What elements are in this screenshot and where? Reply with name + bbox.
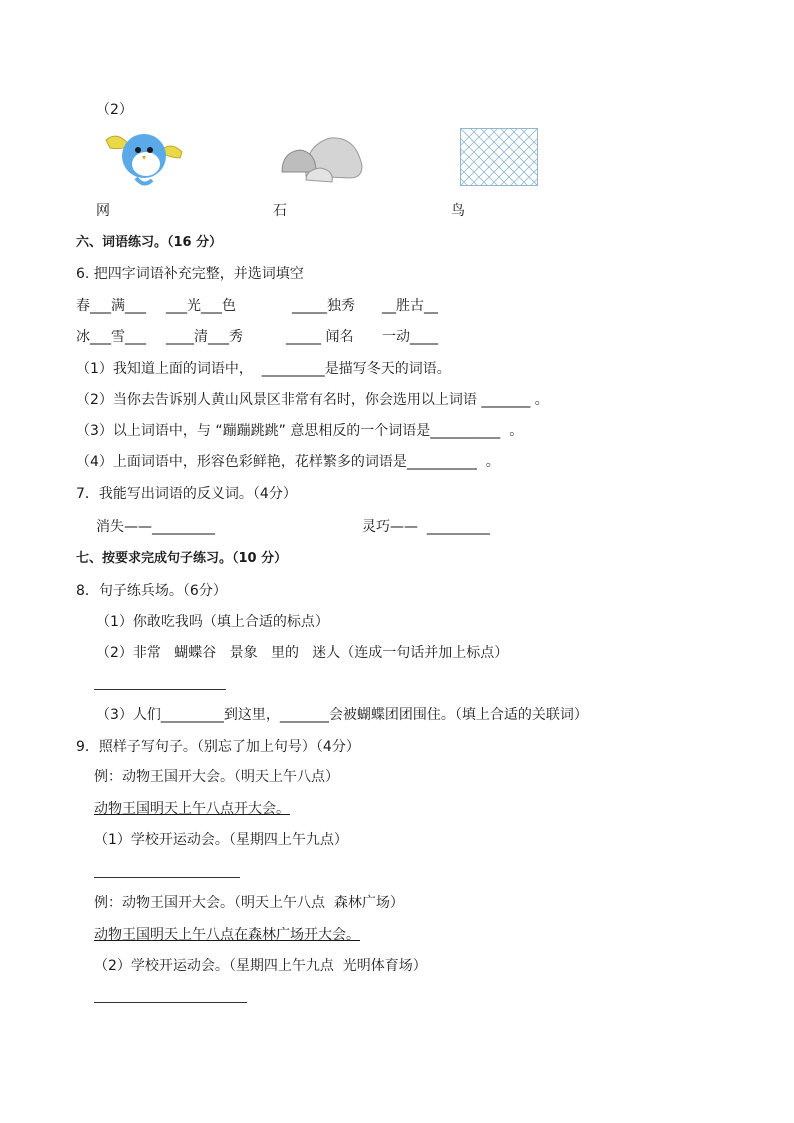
- question-8-sub-3: （3）人们_________到这里，_______会被蝴蝶团团围住。（填上合适的关联词）: [96, 707, 588, 723]
- question-9-sub-2: （2）学校开运动会。（星期四上午九点 光明体育场）: [94, 958, 427, 974]
- example-2-answer: 动物王国明天上午八点在森林广场开大会。: [94, 927, 360, 943]
- char-shi: 石: [273, 203, 287, 219]
- question-9-prompt: 9．照样子写句子。（别忘了加上句号）（4分）: [76, 739, 360, 755]
- question-7-prompt: 7．我能写出词语的反义词。（4分）: [76, 486, 297, 502]
- question-8-prompt: 8．句子练兵场。（6分）: [76, 583, 227, 599]
- answer-line-9-1[interactable]: [94, 877, 240, 878]
- question-9-sub-1: （1）学校开运动会。（星期四上午九点）: [94, 832, 348, 848]
- antonym-left: 消失——_________: [96, 519, 215, 535]
- idiom-1-1: 春___满___: [76, 298, 146, 314]
- example-2: 例：动物王国开大会。（明天上午八点 森林广场）: [94, 895, 404, 911]
- idiom-1-3: _____独秀: [292, 298, 355, 314]
- answer-line-8-2[interactable]: [94, 689, 226, 690]
- example-1-answer: 动物王国明天上午八点开大会。: [94, 801, 290, 817]
- char-niao: 鸟: [451, 203, 465, 219]
- char-wang: 网: [96, 203, 110, 219]
- idiom-2-2: ____清___秀: [166, 329, 243, 345]
- example-1: 例：动物王国开大会。（明天上午八点）: [94, 769, 339, 785]
- idiom-1-2: ___光___色: [166, 298, 236, 314]
- question-6-sub-1: （1）我知道上面的词语中， _________是描写冬天的词语。: [76, 361, 451, 377]
- rock-icon: [280, 132, 364, 184]
- idiom-2-1: 冰___雪___: [76, 329, 146, 345]
- question-2-label: （2）: [96, 102, 133, 118]
- question-6-prompt: 6. 把四字词语补充完整，并选词填空: [76, 266, 304, 282]
- question-6-sub-4: （4）上面词语中，形容色彩鲜艳，花样繁多的词语是__________ 。: [76, 454, 500, 470]
- question-8-sub-1: （1）你敢吃我吗（填上合适的标点）: [96, 614, 329, 630]
- answer-line-9-2[interactable]: [94, 1002, 247, 1003]
- section-7-title: 七、按要求完成句子练习。（10 分）: [76, 551, 288, 566]
- antonym-right: 灵巧—— _________: [362, 519, 490, 535]
- net-icon: [460, 128, 538, 186]
- bird-icon: [100, 126, 188, 188]
- idiom-1-4: __胜古__: [382, 298, 438, 314]
- question-8-sub-2: （2）非常 蝴蝶谷 景象 里的 迷人（连成一句话并加上标点）: [96, 645, 509, 661]
- question-6-sub-2: （2）当你去告诉别人黄山风景区非常有名时，你会选用以上词语 _______ 。: [76, 392, 549, 408]
- section-6-title: 六、词语练习。（16 分）: [76, 235, 223, 250]
- idiom-2-3: _____ 闻名: [286, 329, 354, 345]
- question-6-sub-3: （3）以上词语中，与 “蹦蹦跳跳” 意思相反的一个词语是__________ 。: [76, 423, 524, 439]
- idiom-2-4: 一动____: [382, 329, 438, 345]
